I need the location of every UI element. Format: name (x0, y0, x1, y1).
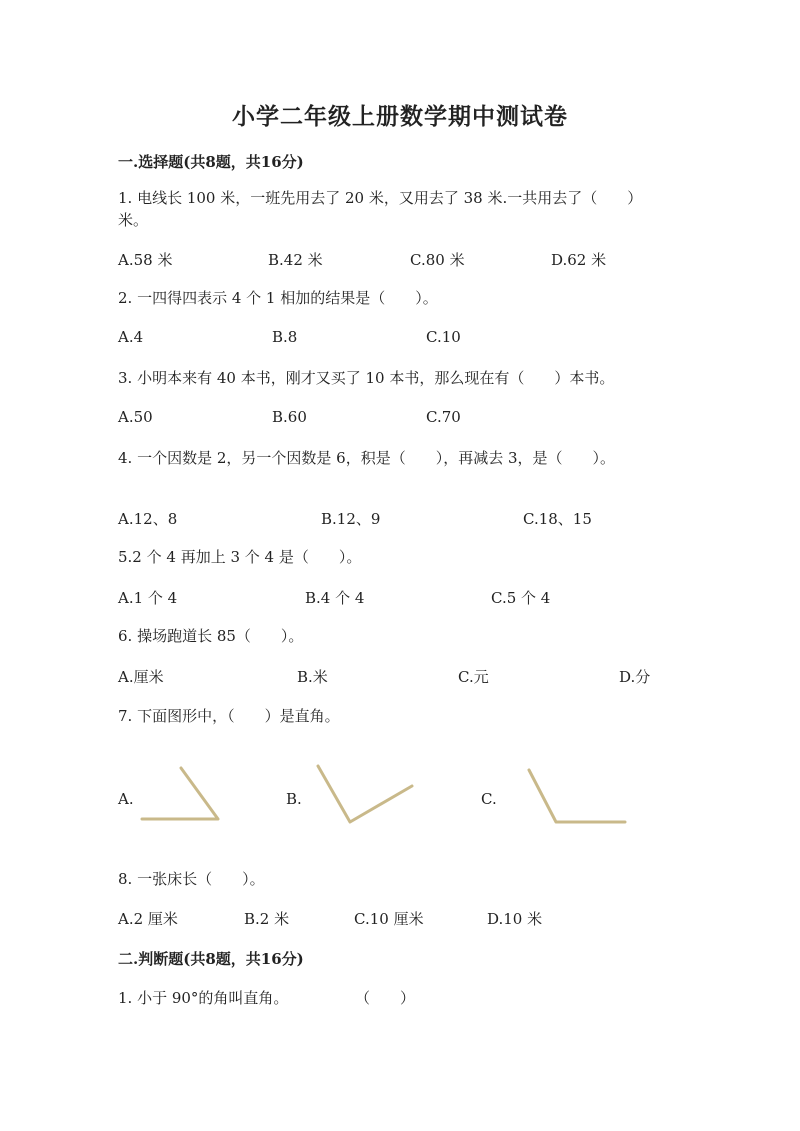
question-6-option-c[interactable]: C.元 (458, 668, 489, 686)
question-8-option-c[interactable]: C.10 厘米 (354, 910, 424, 928)
section-multiple-choice-heading: 一.选择题(共8题，共16分) (118, 153, 304, 171)
question-4-text: 4. 一个因数是 2，另一个因数是 6，积是（ ），再减去 3，是（ ）。 (118, 449, 616, 467)
judgment-1-text: 1. 小于 90°的角叫直角。 (118, 989, 289, 1007)
question-2-option-b[interactable]: B.8 (272, 328, 298, 346)
question-4-option-c[interactable]: C.18、15 (523, 510, 592, 528)
question-4-option-a[interactable]: A.12、8 (118, 510, 178, 528)
question-3-option-c[interactable]: C.70 (426, 408, 461, 426)
page-title: 小学二年级上册数学期中测试卷 (232, 103, 568, 130)
question-8-text: 8. 一张床长（ ）。 (118, 870, 265, 888)
question-7-option-c[interactable]: C. (481, 790, 497, 808)
angle-figure-c (524, 766, 632, 828)
question-6-option-d[interactable]: D.分 (619, 668, 651, 686)
section-true-false-heading: 二.判断题(共8题，共16分) (118, 950, 304, 968)
question-3-option-b[interactable]: B.60 (272, 408, 307, 426)
question-3-text: 3. 小明本来有 40 本书，刚才又买了 10 本书，那么现在有（ ）本书。 (118, 369, 615, 387)
question-2-text: 2. 一四得四表示 4 个 1 相加的结果是（ ）。 (118, 289, 438, 307)
question-6-option-b[interactable]: B.米 (297, 668, 328, 686)
question-1-option-d[interactable]: D.62 米 (551, 251, 607, 269)
question-6-option-a[interactable]: A.厘米 (118, 668, 164, 686)
question-8-option-b[interactable]: B.2 米 (244, 910, 290, 928)
judgment-1-answer-blank[interactable]: （ ） (355, 989, 416, 1007)
question-2-option-a[interactable]: A.4 (118, 328, 144, 346)
question-5-text: 5.2 个 4 再加上 3 个 4 是（ ）。 (118, 548, 362, 566)
question-8-option-a[interactable]: A.2 厘米 (118, 910, 178, 928)
question-1-option-a[interactable]: A.58 米 (118, 251, 173, 269)
question-6-text: 6. 操场跑道长 85（ ）。 (118, 627, 304, 645)
question-1-line-1: 1. 电线长 100 米，一班先用去了 20 米，又用去了 38 米.一共用去了（ ） (118, 189, 643, 207)
question-3-option-a[interactable]: A.50 (118, 408, 153, 426)
question-1-option-b[interactable]: B.42 米 (268, 251, 323, 269)
question-7-option-b[interactable]: B. (286, 790, 302, 808)
question-5-option-a[interactable]: A.1 个 4 (118, 589, 178, 607)
question-8-option-d[interactable]: D.10 米 (487, 910, 543, 928)
angle-figure-b (312, 762, 418, 828)
question-1-line-2: 米。 (118, 211, 149, 229)
question-2-option-c[interactable]: C.10 (426, 328, 461, 346)
question-1-option-c[interactable]: C.80 米 (410, 251, 465, 269)
question-7-option-a[interactable]: A. (118, 790, 134, 808)
angle-figure-a (138, 762, 228, 828)
question-5-option-c[interactable]: C.5 个 4 (491, 589, 551, 607)
question-4-option-b[interactable]: B.12、9 (321, 510, 381, 528)
question-5-option-b[interactable]: B.4 个 4 (305, 589, 365, 607)
question-7-text: 7. 下面图形中，（ ）是直角。 (118, 707, 340, 725)
